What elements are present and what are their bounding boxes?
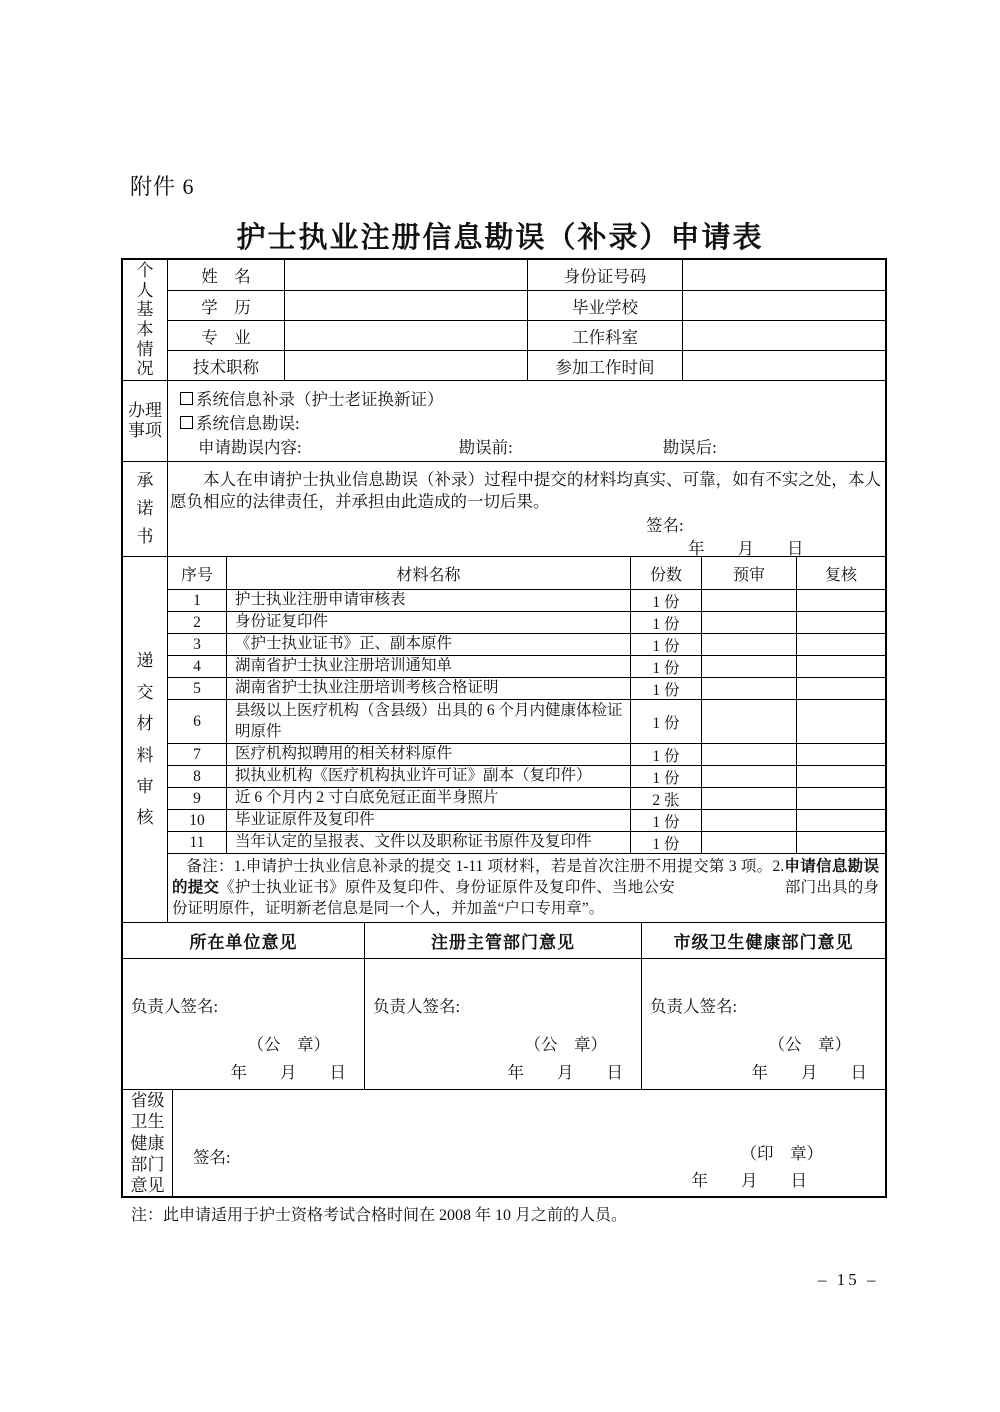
major-value-cell[interactable] <box>284 320 527 350</box>
employer-opinion-body <box>123 959 364 1089</box>
personal-info-grid <box>168 260 885 380</box>
section-personal-info <box>123 260 885 380</box>
commitment-section-label <box>123 462 168 556</box>
recheck-cell[interactable] <box>796 677 885 699</box>
page-number: – 15 – <box>818 1270 879 1289</box>
employer-date-label: 年 月 日 <box>230 1063 346 1082</box>
correction-detail-row <box>168 434 885 457</box>
col-header-name: 材料名称 <box>226 557 630 589</box>
material-row-name: 毕业证原件及复印件 <box>226 809 630 831</box>
preaudit-cell[interactable] <box>701 655 796 677</box>
major-label: 专 业 <box>168 320 284 350</box>
correction-checkbox-icon[interactable] <box>180 416 193 429</box>
provincial-label-text: 省级卫生健康部门意见 <box>130 1091 165 1195</box>
personal-info-section-label <box>123 260 168 380</box>
recheck-cell[interactable] <box>796 809 885 831</box>
preaudit-cell[interactable] <box>701 743 796 765</box>
preaudit-cell[interactable] <box>701 677 796 699</box>
material-row-count: 1 份 <box>630 809 701 831</box>
material-row-no: 7 <box>168 743 226 765</box>
section-provincial-opinion <box>123 1089 885 1196</box>
supplement-checkbox-icon[interactable] <box>180 392 193 405</box>
remark-text-normal: 备注：1.申请护士执业信息补录的提交 1-11 项材料，若是首次注册不用提交第 3 项。2. <box>186 858 785 875</box>
material-row-name: 湖南省护士执业注册培训通知单 <box>226 655 630 677</box>
material-row-count: 1 份 <box>630 699 701 743</box>
provincial-content <box>173 1090 885 1196</box>
provincial-section-label <box>123 1090 173 1196</box>
col-header-count: 份数 <box>630 557 701 589</box>
id-number-label: 身份证号码 <box>527 260 682 290</box>
material-row-count: 1 份 <box>630 589 701 611</box>
preaudit-cell[interactable] <box>701 699 796 743</box>
col-header-no: 序号 <box>180 566 213 584</box>
preaudit-cell[interactable] <box>701 787 796 809</box>
material-row-no: 9 <box>168 787 226 809</box>
personal-info-label-text: 个人基本情况 <box>136 261 154 379</box>
material-row-name: 医疗机构拟聘用的相关材料原件 <box>226 743 630 765</box>
material-row-name: 《护士执业证书》正、副本原件 <box>226 633 630 655</box>
employer-seal-label: （公 章） <box>247 1035 330 1054</box>
material-row-count: 1 份 <box>630 655 701 677</box>
registrar-opinion-title: 注册主管部门意见 <box>365 923 641 959</box>
city-health-seal-label: （公 章） <box>768 1035 851 1054</box>
recheck-cell[interactable] <box>796 765 885 787</box>
department-label: 工作科室 <box>527 320 682 350</box>
materials-label-text: 递交材料审核 <box>136 651 154 828</box>
material-row-name: 县级以上医疗机构（含县级）出具的 6 个月内健康体检证明原件 <box>226 699 630 743</box>
form-title: 护士执业注册信息勘误（补录）申请表 <box>236 222 764 254</box>
material-row-count: 1 份 <box>630 611 701 633</box>
material-row-name: 护士执业注册申请审核表 <box>226 589 630 611</box>
correction-option-label: 系统信息勘误: <box>196 414 300 433</box>
option-supplement-row <box>168 386 885 410</box>
material-row-no: 4 <box>168 655 226 677</box>
provincial-seal-label: （印 章） <box>740 1144 823 1163</box>
col-header-recheck: 复核 <box>796 557 885 589</box>
materials-remark <box>168 853 885 922</box>
material-row-count: 2 张 <box>630 787 701 809</box>
material-row-name: 身份证复印件 <box>226 611 630 633</box>
preaudit-cell[interactable] <box>701 633 796 655</box>
remark-text-bold: 申请信息勘误的提交 <box>172 858 879 896</box>
recheck-cell[interactable] <box>796 633 885 655</box>
handling-content <box>168 381 885 461</box>
preaudit-cell[interactable] <box>701 611 796 633</box>
material-row-count: 1 份 <box>630 765 701 787</box>
recheck-cell[interactable] <box>796 787 885 809</box>
preaudit-cell[interactable] <box>701 809 796 831</box>
preaudit-cell[interactable] <box>701 589 796 611</box>
material-row-no: 10 <box>168 809 226 831</box>
material-row-no: 3 <box>168 633 226 655</box>
recheck-cell[interactable] <box>796 831 885 853</box>
application-form-table <box>121 258 887 1198</box>
remark-text-normal: 《护士执业证书》原件及复印件、身份证原件及复印件、当地公安 部门出具的身份证明原件，证明新老信息是同一个人，并加盖“户口专用章”。 <box>172 879 879 917</box>
department-value-cell[interactable] <box>682 320 885 350</box>
option-correction-row <box>168 410 885 434</box>
commitment-signature-label[interactable]: 签名: <box>646 516 684 535</box>
material-row-name: 当年认定的呈报表、文件以及职称证书原件及复印件 <box>226 831 630 853</box>
preaudit-cell[interactable] <box>701 765 796 787</box>
section-opinions <box>123 922 885 1089</box>
employer-sign-label[interactable]: 负责人签名: <box>131 997 219 1016</box>
after-correction-label: 勘误后: <box>662 437 717 457</box>
attachment-label: 附件 6 <box>130 174 195 199</box>
commitment-label-text: 承诺书 <box>136 470 154 547</box>
registrar-sign-label[interactable]: 负责人签名: <box>373 997 461 1016</box>
materials-table <box>168 557 885 922</box>
handling-section-label <box>123 381 168 461</box>
correction-content-label: 申请勘误内容: <box>198 437 302 457</box>
material-row-name: 拟执业机构《医疗机构执业许可证》副本（复印件） <box>226 765 630 787</box>
provincial-sign-label[interactable]: 签名: <box>193 1148 231 1167</box>
preaudit-cell[interactable] <box>701 831 796 853</box>
material-row-no: 2 <box>168 611 226 633</box>
city-health-opinion-body <box>642 959 885 1089</box>
recheck-cell[interactable] <box>796 611 885 633</box>
name-value-cell[interactable] <box>284 260 527 290</box>
material-row-count: 1 份 <box>630 743 701 765</box>
commitment-content <box>168 462 885 556</box>
city-health-date-label: 年 月 日 <box>751 1063 867 1082</box>
footer-note: 注：此申请适用于护士资格考试合格时间在 2008 年 10 月之前的人员。 <box>131 1207 628 1224</box>
city-health-opinion-title: 市级卫生健康部门意见 <box>642 923 885 959</box>
recheck-cell[interactable] <box>796 589 885 611</box>
tech-title-value-cell[interactable] <box>284 350 527 380</box>
col-header-preaudit: 预审 <box>701 557 796 589</box>
city-health-sign-label[interactable]: 负责人签名: <box>650 997 738 1016</box>
material-row-count: 1 份 <box>630 633 701 655</box>
supplement-option-label: 系统信息补录（护士老证换新证） <box>196 390 444 409</box>
education-value-cell[interactable] <box>284 290 527 320</box>
material-row-no: 1 <box>168 589 226 611</box>
provincial-date-label: 年 月 日 <box>691 1171 807 1190</box>
recheck-cell[interactable] <box>796 655 885 677</box>
materials-section-label <box>123 557 168 922</box>
registrar-opinion-body <box>365 959 641 1089</box>
material-row-count: 1 份 <box>630 677 701 699</box>
material-row-name: 湖南省护士执业注册培训考核合格证明 <box>226 677 630 699</box>
employer-opinion-title: 所在单位意见 <box>123 923 364 959</box>
section-materials-audit <box>123 556 885 922</box>
tech-title-label: 技术职称 <box>168 350 284 380</box>
recheck-cell[interactable] <box>796 699 885 743</box>
registrar-opinion-column <box>364 923 641 1089</box>
education-label: 学 历 <box>168 290 284 320</box>
registrar-date-label: 年 月 日 <box>507 1063 623 1082</box>
material-row-no: 11 <box>168 831 226 853</box>
name-label: 姓 名 <box>201 267 251 286</box>
city-health-opinion-column <box>641 923 885 1089</box>
commitment-date-label[interactable]: 年 月 日 <box>688 539 804 558</box>
material-row-name: 近 6 个月内 2 寸白底免冠正面半身照片 <box>226 787 630 809</box>
work-start-value-cell[interactable] <box>682 350 885 380</box>
material-row-count: 1 份 <box>630 831 701 853</box>
employer-opinion-column <box>123 923 364 1089</box>
material-row-no: 8 <box>168 765 226 787</box>
id-number-value-cell[interactable] <box>682 260 885 290</box>
work-start-label: 参加工作时间 <box>527 350 682 380</box>
commitment-statement: 本人在申请护士执业信息勘误（补录）过程中提交的材料均真实、可靠，如有不实之处，本人愿负相应的法律责任，并承担由此造成的一切后果。 <box>170 470 881 511</box>
section-commitment <box>123 461 885 556</box>
school-label: 毕业学校 <box>527 290 682 320</box>
handling-label-text: 办理事项 <box>127 401 162 440</box>
material-row-no: 5 <box>168 677 226 699</box>
material-row-no: 6 <box>168 699 226 743</box>
section-handling-items <box>123 380 885 461</box>
before-correction-label: 勘误前: <box>458 437 513 457</box>
registrar-seal-label: （公 章） <box>524 1035 607 1054</box>
recheck-cell[interactable] <box>796 743 885 765</box>
opinions-grid <box>123 923 885 1089</box>
school-value-cell[interactable] <box>682 290 885 320</box>
